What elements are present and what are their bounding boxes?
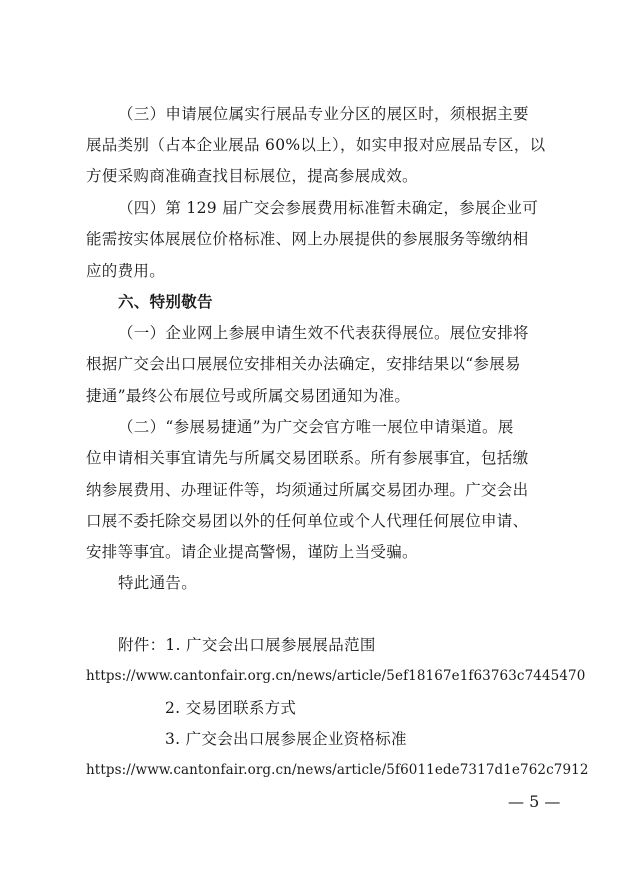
section-6-item-2-line-5: 安排等事宜。请企业提高警惕，谨防上当受骗。 [86,543,418,561]
section-6-item-2-line-1: （二）“参展易捷通”为广交会官方唯一展位申请渠道。展 [118,418,514,436]
paragraph-4-line-2: 能需按实体展展位价格标准、网上办展提供的参展服务等缴纳相 [86,230,529,248]
attachment-url-3[interactable]: https://www.cantonfair.org.cn/news/article/5f6011ede7317d1e762c7912 [86,762,589,778]
section-6-item-2-line-2: 位申请相关事宜请先与所属交易团联系。所有参展事宜，包括缴 [86,449,529,467]
attachment-item-3: 3. 广交会出口展参展企业资格标准 [165,730,407,748]
paragraph-4-line-1: （四）第 129 届广交会参展费用标准暂未确定，参展企业可 [118,199,539,217]
paragraph-4-line-3: 应的费用。 [86,262,166,280]
closing-statement: 特此通告。 [118,574,198,592]
section-6-item-2-line-4: 口展不委托除交易团以外的任何单位或个人代理任何展位申请、 [86,512,529,530]
attachment-item-2: 2. 交易团联系方式 [165,699,297,717]
section-6-heading: 六、特别敬告 [118,293,213,311]
attachment-item-1: 附件：1. 广交会出口展参展展品范围 [118,636,376,654]
section-6-item-1-line-2: 根据广交会出口展展位安排相关办法确定，安排结果以“参展易 [86,355,521,373]
paragraph-3-line-3: 方便采购商准确查找目标展位，提高参展成效。 [86,167,418,185]
section-6-item-1-line-1: （一）企业网上参展申请生效不代表获得展位。展位安排将 [118,324,529,342]
paragraph-3-line-1: （三）申请展位属实行展品专业分区的展区时，须根据主要 [118,105,529,123]
section-6-item-1-line-3: 捷通”最终公布展位号或所属交易团通知为准。 [86,387,411,405]
section-6-item-2-line-3: 纳参展费用、办理证件等，均须通过所属交易团办理。广交会出 [86,481,529,499]
page-number: — 5 — [508,792,561,811]
attachment-url-1[interactable]: https://www.cantonfair.org.cn/news/article/5ef18167e1f63763c7445470 [86,668,586,684]
paragraph-3-line-2: 展品类别（占本企业展品 60%以上），如实申报对应展品专区，以 [86,136,546,154]
